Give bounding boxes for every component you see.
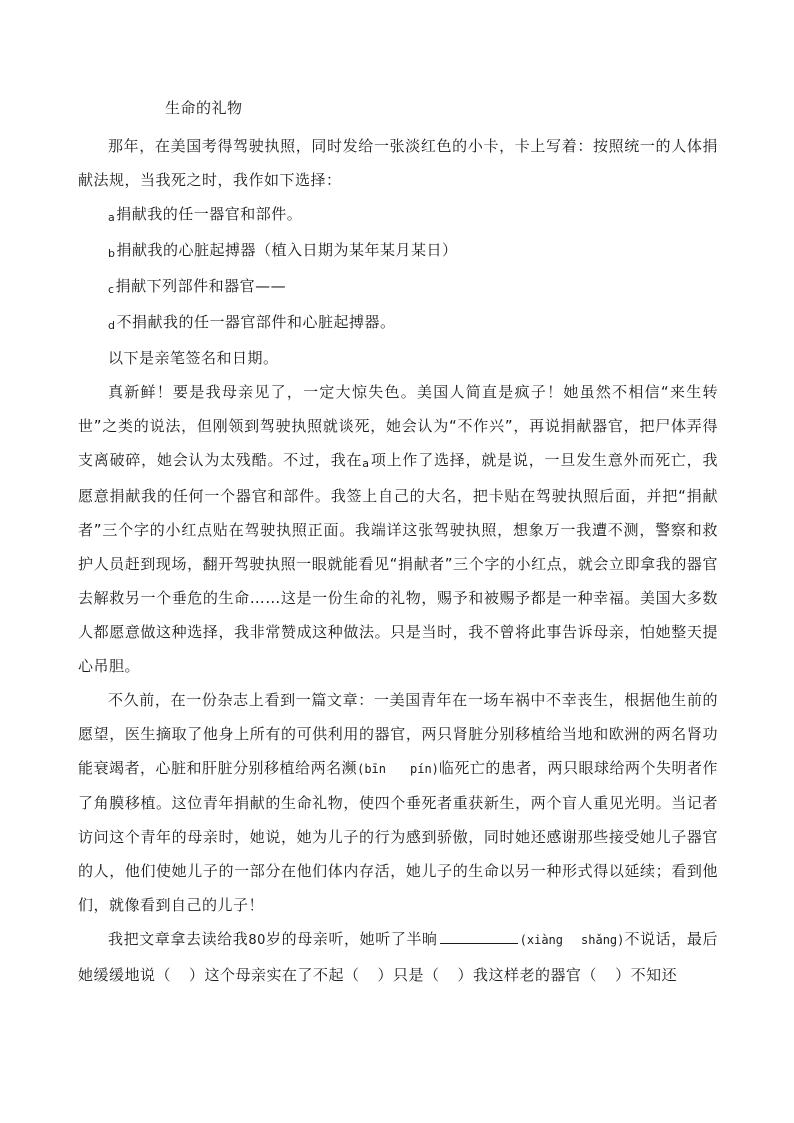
fill-blank[interactable]	[440, 927, 518, 944]
text-segment: 真新鲜！要是我母亲见了，一定大惊失色。美国人简直是疯子！她虽然不相信“来生转世”之类的说法，但刚领到驾驶执照就谈死，她会认为“不作兴”，再说捐献器官，把尸体弄得支离破碎，她会认为太残酷。不过，我在	[78, 383, 718, 469]
option-a	[78, 197, 718, 233]
pinyin-annotation: pín)	[410, 762, 439, 776]
option-letter: d	[108, 319, 116, 332]
option-c	[78, 269, 718, 305]
option-letter: b	[108, 247, 116, 260]
article-title: 生命的礼物	[165, 99, 243, 117]
text-segment: 项上作了选择，就是说，一旦发生意外而死亡，我愿意捐献我的任何一个器官和部件。我签上自己的大名，把卡贴在驾驶执照后面，并把“捐献者”三个字的小红点贴在驾驶执照正面。我端详这张驾驶执照，想象万一我遭不测，警察和救护人员赶到现场，翻开驾驶执照一眼就能看见“捐献者”三个字的小红点，就会立即拿我的器官去解救另一个垂危的生命……这是一份生命的礼物，赐予和被赐予都是一种幸福。美国大多数人都愿意做这种选择，我非常赞成这种做法。只是当时，我不曾将此事告诉母亲，怕她整天提心吊胆。	[78, 451, 718, 675]
option-b	[78, 233, 718, 269]
text-segment: ）不知还	[615, 966, 678, 984]
paragraph-intro: 那年，在美国考得驾驶执照，同时发给一张淡红色的小卡，卡上写着：按照统一的人体捐献法规，当我死之时，我作如下选择：	[78, 137, 718, 189]
option-d	[78, 305, 718, 341]
option-text: 捐献我的心脏起搏器（植入日期为某年某月某日）	[116, 241, 458, 259]
text-segment: 不说话，最后她缓缓地说（	[78, 930, 718, 984]
paragraph-mother	[78, 922, 718, 992]
paragraph-signature: 以下是亲笔签名和日期。	[108, 349, 279, 367]
option-text: 捐献下列部件和器官——	[115, 277, 287, 295]
text-segment: 我把文章拿去读给我	[108, 930, 249, 948]
pinyin-annotation: (bīn	[357, 762, 386, 776]
option-letter: a	[108, 211, 116, 224]
paragraph-story	[78, 683, 718, 922]
option-text: 捐献我的任一器官和部件。	[116, 205, 303, 223]
text-segment: ）这个母亲实在了不起（	[189, 966, 360, 984]
text-segment: 岁的母亲听，她听了半晌	[265, 930, 438, 948]
pinyin-annotation: (xiàng	[519, 933, 564, 947]
text-segment: 临死亡的患者，两只眼球给两个失明者作了角膜移植。这位青年捐献的生命礼物，使四个垂死者重获新生，两个盲人重见光明。当记者访问这个青年的母亲时，她说，她为儿子的行为感到骄傲，同时她还感谢那些接受她儿子器官的人，他们使她儿子的一部分在他们体内存活，她儿子的生命以另一种形式得以延续；看到他们，就像看到自己的儿子！	[78, 759, 718, 914]
paragraph-reaction	[78, 375, 718, 683]
text-segment: ）只是（	[377, 966, 440, 984]
pinyin-annotation: shǎng)	[581, 933, 625, 947]
option-letter-inline: a	[362, 457, 370, 470]
age-number: 80	[248, 933, 266, 948]
article-body	[78, 129, 718, 992]
option-letter: c	[108, 283, 115, 296]
option-text: 不捐献我的任一器官部件和心脏起搏器。	[116, 313, 396, 331]
text-segment: 不久前，在一份杂志上看到一篇文章：一美国青年在一场车祸中不幸丧生，根据他生前的愿望，医生摘取了他身上所有的可供利用的器官，两只肾脏分别移植给当地和欧洲的两名肾功能衰竭者，心脏和肝脏分别移植给两名濒	[78, 691, 718, 777]
text-segment: ）我这样老的器官（	[457, 966, 598, 984]
